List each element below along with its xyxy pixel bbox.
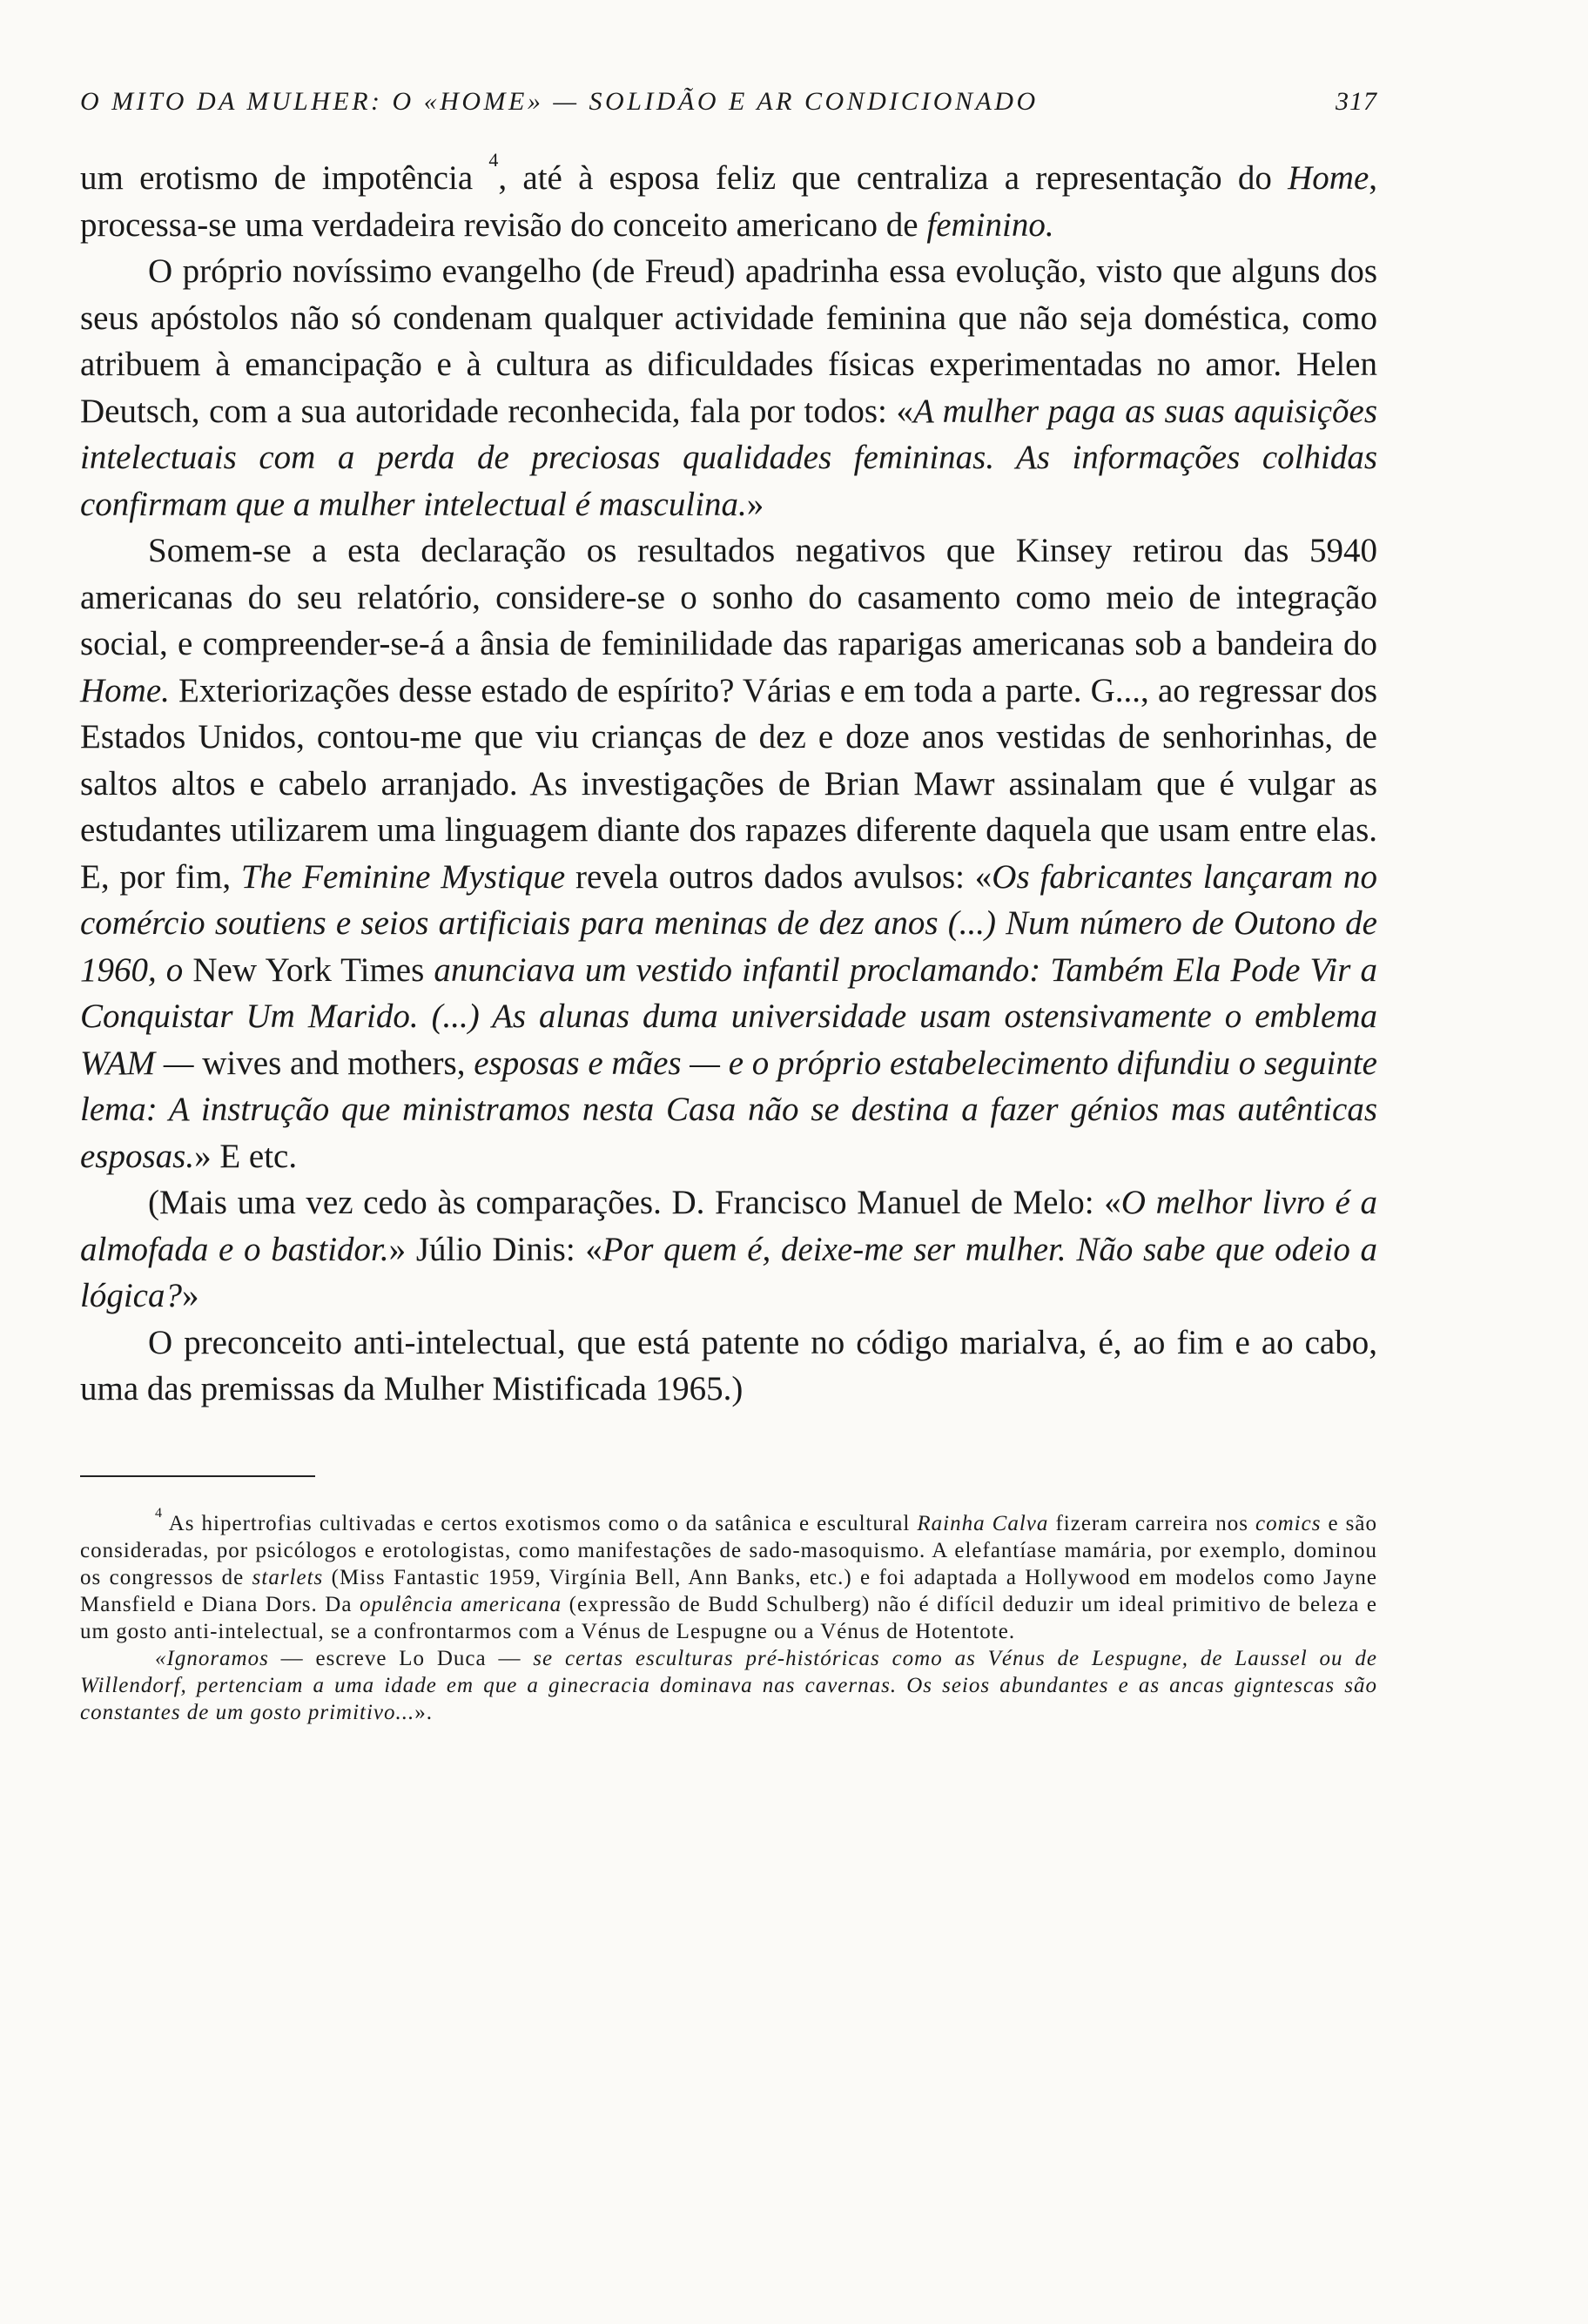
book-page [80, 87, 1377, 1726]
paragraph-2: O próprio novíssimo evangelho (de Freud) apadrinha essa evolução, visto que alguns dos seus apóstolos não só condenam qualquer actividade feminina que não seja doméstica, como atribuem à emancipação e à cultura as dificuldades físicas experimentadas no amor. Helen Deutsch, com a sua autoridade reconhecida, fala por todos: «A mulher paga as suas aquisições intelectuais com a perda de preciosas qualidades femininas. As informações colhidas confirmam que a mulher intelectual é masculina.» [80, 252, 1377, 523]
footnote-mark: 4 [155, 1505, 163, 1521]
paragraph-1: um erotismo de impotência $^4$, até à esposa feliz que centraliza a representação do Home, processa-se uma verdadeira revisão do conceito americano de feminino. [80, 149, 1378, 244]
footnotes [80, 1505, 1377, 1726]
running-header [80, 87, 1377, 117]
page-number: 317 [1336, 87, 1377, 116]
paragraph-3: Somem-se a esta declaração os resultados negativos que Kinsey retirou das 5940 americanas do seu relatório, considere-se o sonho do casamento como meio de integração social, e compreender-se-á a ânsia de feminilidade das raparigas americanas sob a bandeira do Home. Exteriorizações desse estado de espírito? Várias e em toda a parte. G..., ao regressar dos Estados Unidos, contou-me que viu crianças de dez e doze anos vestidas de senhorinhas, de saltos altos e cabelo arranjado. As investigações de Brian Mawr assinalam que é vulgar as estudantes utilizarem uma linguagem diante dos rapazes diferente daquela que usam entre elas. E, por fim, The Feminine Mystique revela outros dados avulsos: «Os fabricantes lançaram no comércio soutiens e seios artificiais para meninas de dez anos (...) Num número de Outono de 1960, o New York Times anunciava um vestido infantil proclamando: Também Ela Pode Vir a Conquistar Um Marido. (...) As alunas duma universidade usam ostensivamente o emblema WAM — wives and mothers, esposas e mães — e o próprio estabelecimento difundiu o seguinte lema: A instrução que ministramos nesta Casa não se destina a fazer génios mas autênticas esposas.» E etc. [80, 532, 1378, 1175]
footnote-reference[interactable]: 4 [488, 149, 499, 171]
footnote-divider [80, 1475, 315, 1477]
footnote-4: $^4$ As hipertrofias cultivadas e certos exotismos como o da satânica e escultural Rainha Calva fizeram carreira nos comics e são consideradas, por psicólogos e erotologistas, como manifestações de sado-masoquismo. A elefantíase mamária, por exemplo, dominou os congressos de starlets (Miss Fantastic 1959, Virgínia Bell, Ann Banks, etc.) e foi adaptada a Hollywood em modelos como Jayne Mansfield e Diana Dors. Da opulência americana (expressão de Budd Schulberg) não é difícil deduzir um ideal primitivo de beleza e um gosto anti-intelectual, se a confrontarmos com a Vénus de Lespugne ou a Vénus de Hotentote. [80, 1505, 1377, 1643]
running-title: O MITO DA MULHER: O «HOME» — SOLIDÃO E AR CONDICIONADO [80, 87, 1039, 116]
paragraph-4: (Mais uma vez cedo às comparações. D. Francisco Manuel de Melo: «O melhor livro é a almofada e o bastidor.» Júlio Dinis: «Por quem é, deixe-me ser mulher. Não sabe que odeio a lógica?» [80, 1184, 1377, 1314]
paragraph-5: O preconceito anti-intelectual, que está patente no código marialva, é, ao fim e ao cabo, uma das premissas da Mulher Mistificada 1965.) [80, 1323, 1377, 1407]
body-text [80, 149, 1378, 1413]
footnote-quote: «Ignoramos — escreve Lo Duca — se certas esculturas pré-históricas como as Vénus de Lespugne, de Laussel ou de Willendorf, pertenciam a uma idade em que a ginecracia dominava nas cavernas. Os seios abundantes e as ancas gigntescas são constantes de um gosto primitivo...». [80, 1646, 1377, 1724]
